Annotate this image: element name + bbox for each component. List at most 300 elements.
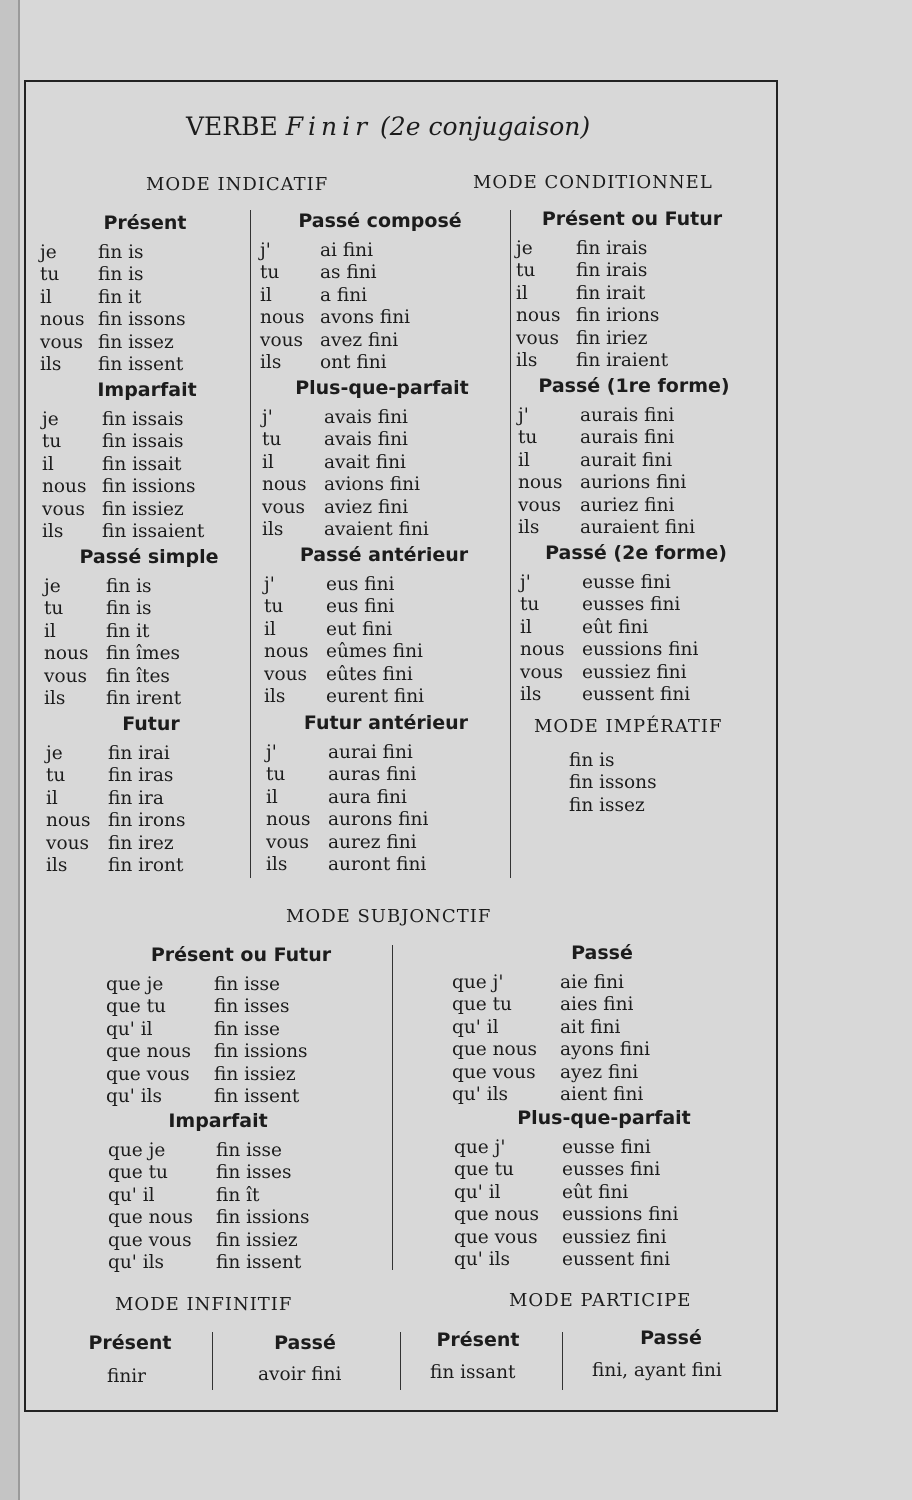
conjugation-row (262, 407, 502, 429)
pronoun: qu' il (108, 1184, 155, 1206)
conjugation-row (518, 405, 750, 427)
conjugation-row (454, 1227, 754, 1249)
conjugation-row (516, 260, 748, 282)
pronoun: tu (262, 429, 282, 451)
tense-block (46, 713, 256, 877)
pronoun: que vous (108, 1229, 192, 1251)
conjugation-row (44, 598, 254, 620)
verb-form: ait fini (560, 1016, 621, 1038)
verb-form: aurons fini (328, 809, 429, 831)
title-verb: Finir (285, 112, 373, 141)
verb-form: fin issez (98, 331, 174, 353)
pronoun: tu (44, 598, 64, 620)
conjugation-row (106, 974, 376, 996)
pronoun: ils (262, 518, 284, 540)
tense-block (44, 546, 254, 710)
conjugation-row (108, 1252, 328, 1274)
conjugation-row (264, 641, 504, 663)
infinitif-present-label: Présent (88, 1332, 172, 1354)
verb-form: fin issiez (216, 1229, 298, 1251)
pronoun: qu' ils (454, 1248, 511, 1270)
pronoun: qu' ils (106, 1085, 163, 1107)
pronoun: ils (260, 351, 282, 373)
verb-form: eussions fini (582, 639, 699, 661)
tense-block (260, 210, 500, 374)
verb-form: fin irions (576, 305, 660, 327)
pronoun: qu' il (452, 1016, 499, 1038)
verb-form: fin issait (102, 453, 182, 475)
conjugation-row (266, 742, 506, 764)
pronoun: je (516, 238, 533, 259)
tense-heading: Passé (571, 942, 633, 964)
verb-form: fin is (106, 598, 152, 620)
tense-heading: Futur antérieur (303, 712, 469, 734)
pronoun: ils (40, 353, 62, 375)
verb-form: ayons fini (560, 1039, 651, 1061)
pronoun: que tu (454, 1159, 514, 1181)
participe-present-label: Présent (436, 1329, 520, 1351)
mode-infinitif-heading: MODE INFINITIF (115, 1294, 293, 1315)
infinitif-passe: avoir fini (258, 1364, 342, 1385)
pronoun: qu' il (454, 1181, 501, 1203)
conjugation-row (40, 354, 250, 376)
pronoun: j' (264, 574, 275, 595)
page-title (186, 112, 590, 141)
pronoun: que j' (454, 1137, 506, 1158)
verb-form: fin isse (214, 974, 280, 995)
verb-form: fin it (106, 620, 150, 642)
conjugation-row (40, 242, 250, 264)
tense-heading: Imparfait (168, 1110, 268, 1132)
infinitif-present: finir (107, 1366, 147, 1387)
verb-form: eussent fini (582, 683, 691, 705)
pronoun: tu (260, 262, 280, 284)
pronoun: ils (264, 685, 286, 707)
conjugation-row (520, 639, 752, 661)
conjugation-row (44, 666, 254, 688)
verb-form: eusses fini (582, 594, 681, 616)
pronoun: il (520, 616, 532, 638)
verb-form: eûmes fini (326, 641, 423, 663)
conjugation-row (40, 332, 250, 354)
pronoun: ils (518, 516, 540, 538)
conjugation-row (518, 495, 750, 517)
conjugation-row (454, 1204, 754, 1226)
pronoun: nous (516, 305, 561, 327)
verb-form: eûtes fini (326, 663, 413, 685)
verb-form: ayez fini (560, 1061, 639, 1083)
verb-form: fin ira (108, 787, 164, 809)
verb-form: aies fini (560, 994, 634, 1016)
pronoun: vous (266, 831, 309, 853)
conjugation-row (260, 307, 500, 329)
pronoun: j' (260, 240, 271, 261)
pronoun: que je (106, 974, 164, 995)
verb-form: fin irais (576, 238, 648, 259)
verb-form: fin issons (98, 309, 186, 331)
tense-block (520, 542, 752, 706)
pronoun: j' (266, 742, 277, 763)
pronoun: je (46, 743, 63, 764)
verb-form: fin îtes (106, 665, 170, 687)
conjugation-row (260, 330, 500, 352)
verb-form: eusses fini (562, 1159, 661, 1181)
conjugation-row (454, 1182, 754, 1204)
verb-form: eût fini (582, 616, 649, 638)
verb-form: auriez fini (580, 494, 675, 516)
verb-form: eussent fini (562, 1248, 671, 1270)
conjugation-row (108, 1230, 328, 1252)
pronoun: tu (42, 431, 62, 453)
verb-form: fin is (98, 264, 144, 286)
tense-heading: Présent (103, 212, 187, 234)
verb-form: fin issais (102, 409, 184, 430)
verb-form: aurai fini (328, 742, 413, 763)
pronoun: je (42, 409, 59, 430)
divider-infinitif (212, 1332, 213, 1390)
pronoun: il (266, 786, 278, 808)
conjugation-row (40, 264, 250, 286)
verb-form: fin ît (216, 1184, 260, 1206)
conjugation-row (520, 662, 752, 684)
conjugation-row (108, 1140, 328, 1162)
verb-form: avais fini (324, 407, 408, 428)
conjugation-row (264, 574, 504, 596)
verb-form: fin irons (108, 810, 186, 832)
conjugation-row (42, 431, 252, 453)
pronoun: il (516, 282, 528, 304)
verb-form: avaient fini (324, 518, 429, 540)
conjugation-row (106, 1041, 376, 1063)
conjugation-row (46, 788, 256, 810)
conjugation-row (262, 474, 502, 496)
verb-form: aviez fini (324, 496, 409, 518)
verb-form: fin is (106, 576, 152, 597)
verb-form: a fini (320, 284, 368, 306)
conjugation-row (516, 350, 748, 372)
conjugation-row (262, 452, 502, 474)
verb-form: fin iriez (576, 327, 648, 349)
verb-form: fin issiez (102, 498, 184, 520)
infinitif-passe-label: Passé (274, 1332, 336, 1354)
verb-form: fin issiez (214, 1063, 296, 1085)
verb-form: fin isses (214, 996, 290, 1018)
conjugation-row (106, 1019, 376, 1041)
conjugation-row (452, 972, 752, 994)
verb-form: eusse fini (582, 572, 671, 593)
verb-form: avais fini (324, 429, 408, 451)
pronoun: nous (40, 309, 85, 331)
conjugation-row (44, 643, 254, 665)
divider-indicatif-2 (510, 210, 511, 878)
pronoun: tu (40, 264, 60, 286)
verb-form: fin isse (216, 1140, 282, 1161)
pronoun: vous (516, 327, 559, 349)
tense-block (516, 208, 748, 372)
conjugation-row (452, 1062, 752, 1084)
verb-form: eurent fini (326, 685, 425, 707)
verb-form: fin issent (98, 353, 184, 375)
pronoun: il (260, 284, 272, 306)
conjugation-row (266, 787, 506, 809)
conjugation-row (40, 309, 250, 331)
verb-form: aurais fini (580, 427, 675, 449)
conjugation-row (42, 476, 252, 498)
tense-block (262, 377, 502, 541)
imperatif-form: fin issons (569, 772, 657, 794)
tense-block (518, 375, 750, 539)
verb-form: avez fini (320, 329, 399, 351)
verb-form: eût fini (562, 1181, 629, 1203)
pronoun: il (40, 286, 52, 308)
pronoun: que nous (106, 1041, 192, 1063)
verb-form: fin irent (106, 687, 182, 709)
pronoun: tu (46, 765, 66, 787)
verb-form: aient fini (560, 1083, 644, 1105)
pronoun: vous (262, 496, 305, 518)
verb-form: fin iras (108, 765, 174, 787)
pronoun: que vous (454, 1226, 538, 1248)
conjugation-row (42, 499, 252, 521)
pronoun: tu (518, 427, 538, 449)
tense-heading: Présent ou Futur (150, 944, 332, 966)
verb-form: fin issions (216, 1207, 310, 1229)
pronoun: nous (46, 810, 91, 832)
conjugation-row (518, 450, 750, 472)
pronoun: vous (40, 331, 83, 353)
pronoun: j' (518, 405, 529, 426)
conjugation-row (518, 517, 750, 539)
verb-form: eus fini (326, 574, 395, 595)
verb-form: avions fini (324, 474, 420, 496)
conjugation-row (520, 572, 752, 594)
conjugation-row (516, 283, 748, 305)
pronoun: je (40, 242, 57, 263)
conjugation-row (262, 519, 502, 541)
verb-form: avait fini (324, 451, 406, 473)
pronoun: nous (518, 472, 563, 494)
conjugation-row (262, 429, 502, 451)
verb-form: eut fini (326, 618, 393, 640)
conjugation-row (516, 238, 748, 260)
conjugation-row (516, 328, 748, 350)
pronoun: vous (42, 498, 85, 520)
pronoun: j' (520, 572, 531, 593)
tense-heading: Plus-que-parfait (295, 377, 469, 399)
pronoun: nous (520, 639, 565, 661)
imperatif-form: fin issez (569, 794, 645, 816)
tense-heading: Imparfait (97, 379, 197, 401)
pronoun: ils (42, 520, 64, 542)
tense-heading: Passé (1re forme) (538, 375, 730, 397)
conjugation-row (452, 1084, 752, 1106)
verb-form: auras fini (328, 764, 417, 786)
conjugation-row (454, 1249, 754, 1271)
mode-participe-heading: MODE PARTICIPE (509, 1290, 692, 1311)
verb-form: fin is (98, 242, 144, 263)
tense-block (106, 944, 376, 1108)
conjugation-row (452, 994, 752, 1016)
pronoun: que tu (106, 996, 166, 1018)
pronoun: tu (266, 764, 286, 786)
verb-form: fin isse (214, 1018, 280, 1040)
divider-subjonctif (392, 945, 393, 1270)
pronoun: nous (260, 307, 305, 329)
pronoun: que tu (108, 1162, 168, 1184)
verb-form: eussions fini (562, 1204, 679, 1226)
conjugation-row (454, 1159, 754, 1181)
conjugation-row (518, 472, 750, 494)
tense-heading: Passé (2e forme) (545, 542, 727, 564)
pronoun: nous (264, 641, 309, 663)
conjugation-row (266, 854, 506, 876)
pronoun: il (262, 451, 274, 473)
conjugation-row (262, 497, 502, 519)
verb-form: fin issent (214, 1085, 300, 1107)
pronoun: ils (44, 687, 66, 709)
conjugation-row (264, 596, 504, 618)
conjugation-row (260, 262, 500, 284)
pronoun: qu' ils (452, 1083, 509, 1105)
conjugation-row (264, 664, 504, 686)
verb-form: fin issions (214, 1041, 308, 1063)
verb-form: aurait fini (580, 449, 673, 471)
verb-form: auraient fini (580, 516, 696, 538)
participe-passe: fini, ayant fini (592, 1360, 722, 1381)
conjugation-row (452, 1039, 752, 1061)
conjugation-row (46, 855, 256, 877)
pronoun: vous (518, 494, 561, 516)
verb-form: avons fini (320, 307, 411, 329)
pronoun: ils (516, 349, 538, 371)
conjugation-row (46, 833, 256, 855)
pronoun: tu (516, 260, 536, 282)
pronoun: que vous (452, 1061, 536, 1083)
pronoun: que vous (106, 1063, 190, 1085)
tense-block (264, 544, 504, 708)
page-binding-edge (0, 0, 20, 1500)
conjugation-row (520, 617, 752, 639)
tense-heading: Plus-que-parfait (517, 1107, 691, 1129)
pronoun: ils (46, 854, 68, 876)
conjugation-row (264, 619, 504, 641)
conjugation-row (260, 285, 500, 307)
conjugation-row (266, 809, 506, 831)
pronoun: il (264, 618, 276, 640)
verb-form: fin isses (216, 1162, 292, 1184)
verb-form: auront fini (328, 853, 427, 875)
tense-heading: Passé simple (79, 546, 219, 568)
tense-block (40, 212, 250, 376)
conjugation-row (42, 521, 252, 543)
tense-block (266, 712, 506, 876)
conjugation-row (516, 305, 748, 327)
verb-form: fin irai (108, 743, 170, 764)
conjugation-row (44, 576, 254, 598)
verb-form: eussiez fini (562, 1226, 667, 1248)
divider-infinitif-participe (400, 1332, 401, 1390)
verb-form: eusse fini (562, 1137, 651, 1158)
conjugation-row (266, 764, 506, 786)
verb-form: ai fini (320, 240, 373, 261)
pronoun: vous (44, 665, 87, 687)
pronoun: que j' (452, 972, 504, 993)
conjugation-row (42, 409, 252, 431)
pronoun: nous (42, 476, 87, 498)
pronoun: nous (266, 809, 311, 831)
conjugation-row (106, 1086, 376, 1108)
verb-form: fin irais (576, 260, 648, 282)
pronoun: que tu (452, 994, 512, 1016)
conjugation-row (108, 1207, 328, 1229)
tense-block (108, 1110, 328, 1274)
pronoun: il (518, 449, 530, 471)
conjugation-row (260, 240, 500, 262)
conjugation-row (454, 1137, 754, 1159)
verb-form: aie fini (560, 972, 624, 993)
pronoun: tu (520, 594, 540, 616)
imperatif-form: fin is (569, 750, 615, 771)
pronoun: il (46, 787, 58, 809)
conjugation-row (108, 1162, 328, 1184)
verb-form: fin irez (108, 832, 174, 854)
pronoun: vous (260, 329, 303, 351)
pronoun: il (42, 453, 54, 475)
conjugation-row (44, 688, 254, 710)
pronoun: ils (266, 853, 288, 875)
verb-form: eussiez fini (582, 661, 687, 683)
conjugation-row (106, 996, 376, 1018)
pronoun: ils (520, 683, 542, 705)
pronoun: vous (520, 661, 563, 683)
conjugation-row (106, 1064, 376, 1086)
conjugation-row (46, 743, 256, 765)
title-conjugation: (2e conjugaison) (380, 112, 591, 141)
conjugation-row (46, 810, 256, 832)
verb-form: fin issent (216, 1251, 302, 1273)
conjugation-row (264, 686, 504, 708)
verb-form: fin issais (102, 431, 184, 453)
mode-subjonctif-heading: MODE SUBJONCTIF (286, 906, 492, 927)
pronoun: je (44, 576, 61, 597)
verb-form: fin îmes (106, 643, 181, 665)
pronoun: que nous (454, 1204, 540, 1226)
verb-form: eus fini (326, 596, 395, 618)
pronoun: il (44, 620, 56, 642)
pronoun: qu' il (106, 1018, 153, 1040)
conjugation-row (44, 621, 254, 643)
conjugation-row (520, 684, 752, 706)
conjugation-row (42, 454, 252, 476)
tense-heading: Passé composé (298, 210, 462, 232)
verb-form: fin iraient (576, 349, 669, 371)
verb-form: aurez fini (328, 831, 417, 853)
verb-form: fin issaient (102, 520, 205, 542)
mode-indicatif-heading: MODE INDICATIF (146, 174, 329, 195)
tense-heading: Futur (122, 713, 180, 735)
verb-form: aura fini (328, 786, 407, 808)
mode-imperatif-heading: MODE IMPÉRATIF (534, 716, 723, 737)
pronoun: j' (262, 407, 273, 428)
tense-heading: Passé antérieur (299, 544, 469, 566)
imperatif-list (569, 750, 657, 817)
verb-form: aurions fini (580, 472, 687, 494)
verb-form: as fini (320, 262, 377, 284)
pronoun: tu (264, 596, 284, 618)
verb-form: fin issions (102, 476, 196, 498)
pronoun: qu' ils (108, 1251, 165, 1273)
participe-present: fin issant (430, 1362, 516, 1383)
